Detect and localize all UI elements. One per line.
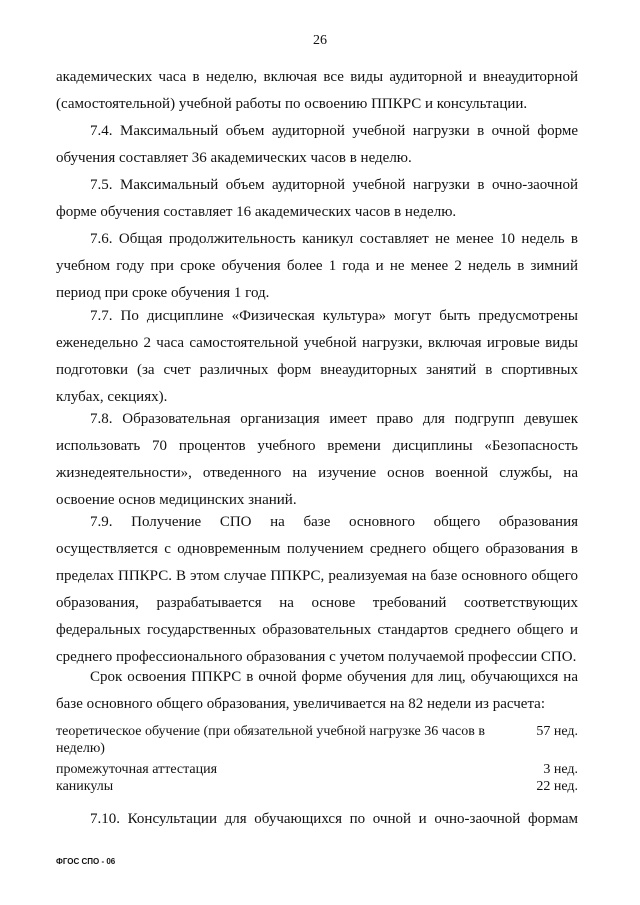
schedule-row: [56, 761, 578, 778]
schedule-value: 3 нед.: [543, 762, 578, 777]
paragraph-7-9: 7.9. Получение СПО на базе основного общего образования осуществляется с одновременным получением среднего общего образования в пределах ППКРС. В этом случае ППКРС, реализуемая на базе основного общего образования, разрабатывается на основе требований соответствующих федеральных государственных образовательных стандартов среднего общего и среднего профессионального образования с учетом получаемой профессии СПО.: [56, 514, 578, 665]
page-number: 26: [313, 33, 327, 48]
paragraph-term: Срок освоения ППКРС в очной форме обучения для лиц, обучающихся на базе основного общего образования, увеличивается на 82 недели из расчета:: [56, 669, 578, 712]
schedule-label: каникулы: [56, 779, 114, 794]
footer-code: ФГОС СПО - 06: [56, 857, 116, 866]
paragraph-7-7: 7.7. По дисциплине «Физическая культура» могут быть предусмотрены еженедельно 2 часа самостоятельной учебной нагрузки, включая игровые виды подготовки (за счет различных форм внеаудиторных занятий в спортивных клубах, секциях).: [56, 308, 578, 405]
paragraph-7-8: 7.8. Образовательная организация имеет право для подгрупп девушек использовать 70 процентов учебного времени дисциплины «Безопасность жизнедеятельности», отведенного на изучение основ военной службы, на освоение основ медицинских знаний.: [56, 411, 578, 508]
paragraph-7-6: 7.6. Общая продолжительность каникул составляет не менее 10 недель в учебном году при сроке обучения более 1 года и не менее 2 недель в зимний период при сроке обучения 1 год.: [56, 231, 578, 301]
paragraph-intro: академических часа в неделю, включая все виды аудиторной и внеаудиторной (самостоятельной) учебной работы по освоению ППКРС и консультации.: [56, 69, 578, 112]
schedule-label: промежуточная аттестация: [56, 762, 218, 777]
schedule-row: [56, 723, 578, 757]
schedule-label: теоретическое обучение (при обязательной учебной нагрузке 36 часов в неделю): [56, 724, 485, 756]
schedule-value: 57 нед.: [536, 724, 578, 739]
paragraph-7-4: 7.4. Максимальный объем аудиторной учебной нагрузки в очной форме обучения составляет 36 академических часов в неделю.: [56, 123, 578, 166]
schedule-value: 22 нед.: [536, 779, 578, 794]
schedule-table: [56, 723, 578, 795]
paragraph-7-10: 7.10. Консультации для обучающихся по очной и очно-заочной формам: [90, 811, 578, 827]
paragraph-7-5: 7.5. Максимальный объем аудиторной учебной нагрузки в очно-заочной форме обучения составляет 16 академических часов в неделю.: [56, 177, 578, 220]
schedule-row: [56, 778, 578, 795]
